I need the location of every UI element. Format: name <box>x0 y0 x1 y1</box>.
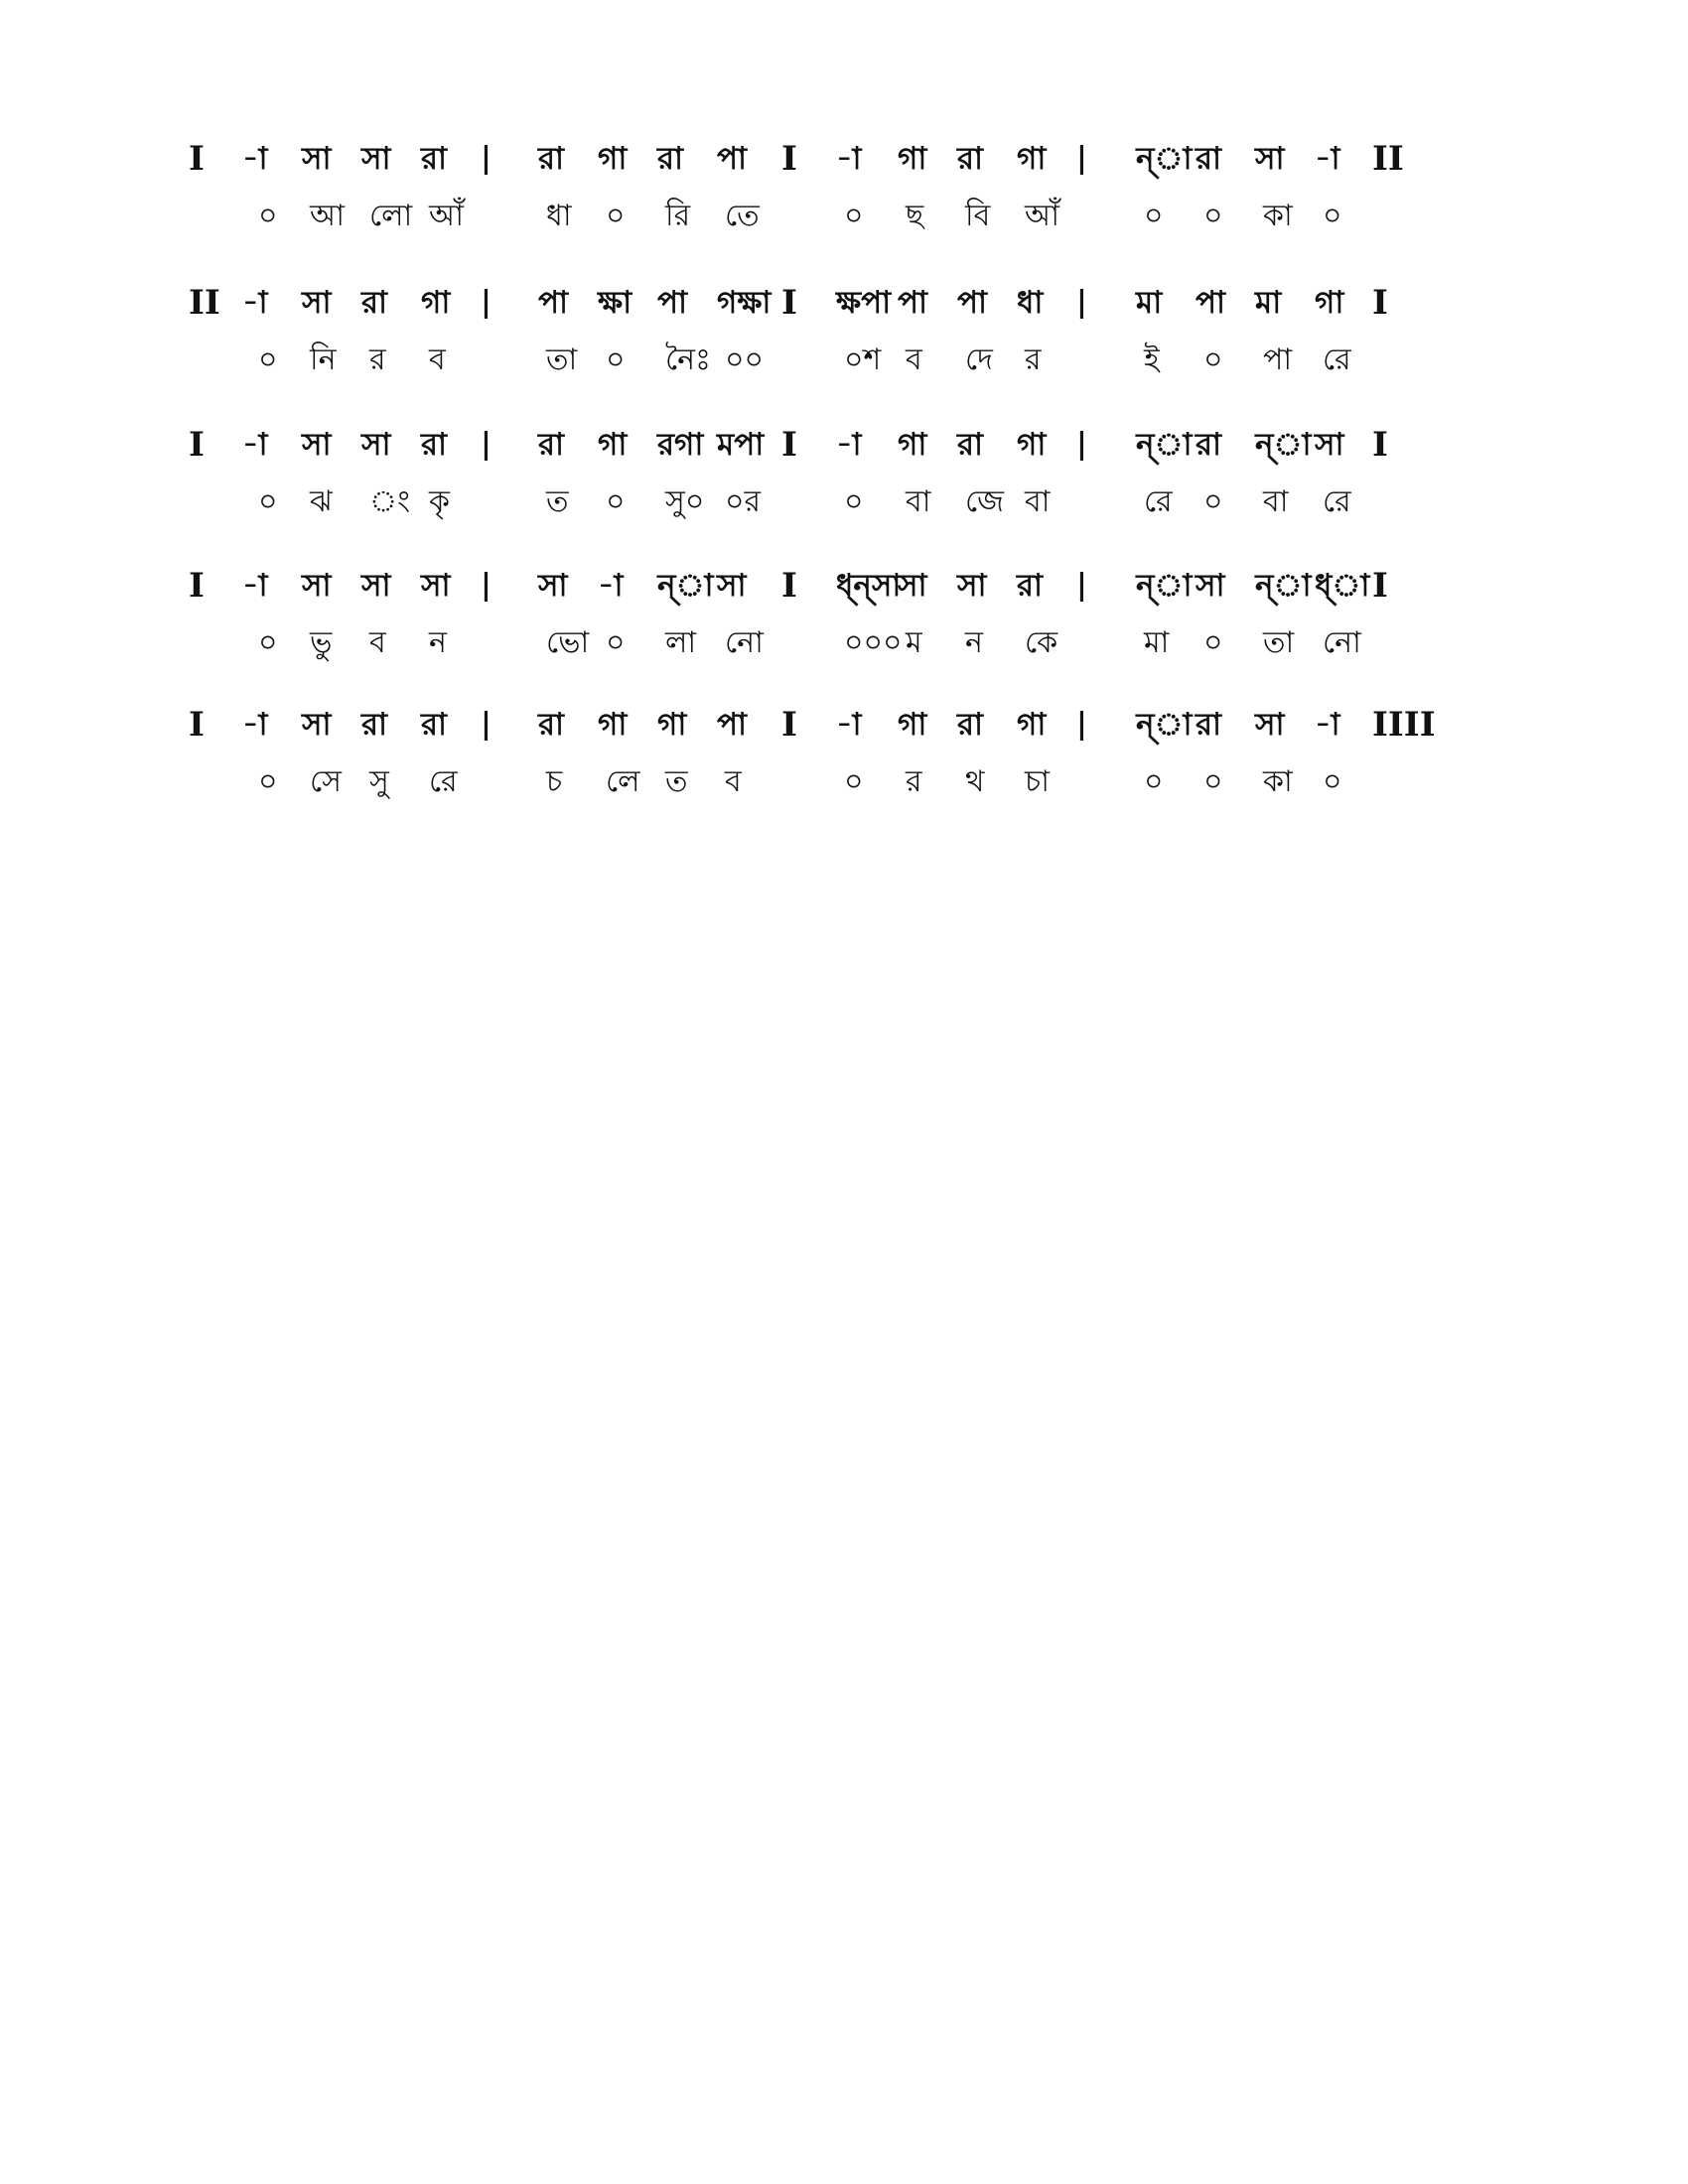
lyric-syllable: র <box>1025 342 1042 377</box>
lyric-syllable: ০র <box>725 484 762 519</box>
lyric-syllable: রে <box>1323 342 1351 377</box>
beat-divider: | <box>1076 141 1087 176</box>
swara-note: -া <box>1315 141 1340 177</box>
lyric-syllable: আঁ <box>429 199 464 233</box>
bar-line: I <box>781 139 797 179</box>
lyric-syllable: কা <box>1263 199 1293 233</box>
lyric-syllable: ০০০ <box>844 625 903 660</box>
swara-note: রা <box>361 707 388 743</box>
swara-note: ন্‌া <box>1255 427 1312 463</box>
swara-note: -া <box>836 141 862 177</box>
swara-note: গা <box>421 285 451 321</box>
swara-note: সা <box>898 568 927 604</box>
bar-line: I <box>189 425 205 465</box>
notation-system <box>189 425 1499 554</box>
bar-line: I <box>1372 566 1388 606</box>
lyric-syllable: রে <box>1323 484 1351 519</box>
lyric-syllable: নো <box>1323 625 1361 660</box>
bar-line: I <box>1372 425 1388 465</box>
swara-note: সা <box>717 568 747 604</box>
lyric-syllable: ব <box>369 625 386 660</box>
lyric-syllable: সু০ <box>665 484 705 519</box>
lyric-syllable: ০ <box>258 484 278 519</box>
swara-note: পা <box>717 141 748 177</box>
bar-line: II <box>1372 139 1404 179</box>
lyric-syllable: রে <box>429 764 458 799</box>
lyric-syllable: আঁ <box>1025 199 1059 233</box>
bar-line: I <box>189 139 205 179</box>
bar-line: I <box>781 566 797 606</box>
swara-note: রা <box>421 427 448 463</box>
lyric-syllable: কা <box>1263 764 1293 799</box>
lyric-syllable: বা <box>1263 484 1289 519</box>
swara-note: সা <box>361 568 391 604</box>
swara-note: -া <box>242 141 268 177</box>
swara-note: -া <box>242 707 268 743</box>
swara-note: সা <box>302 427 332 463</box>
swara-note: রা <box>538 707 565 743</box>
lyric-syllable: ন <box>965 625 983 660</box>
swara-note: সা <box>302 285 332 321</box>
lyric-syllable: ০ <box>606 625 626 660</box>
swara-note: গা <box>898 141 927 177</box>
bar-line: IIII <box>1372 705 1436 745</box>
bar-line: I <box>189 705 205 745</box>
swara-note: সা <box>361 427 391 463</box>
lyric-syllable: ০ <box>844 199 864 233</box>
swara-note: রা <box>538 141 565 177</box>
lyric-syllable: কে <box>1025 625 1058 660</box>
swara-note: রা <box>957 141 984 177</box>
beat-divider: | <box>1076 568 1087 603</box>
beat-divider: | <box>1076 427 1087 462</box>
lyric-syllable: ত <box>546 484 569 519</box>
swara-note: -া <box>598 568 624 604</box>
lyric-syllable: চ <box>546 764 563 799</box>
swara-note: গা <box>1017 427 1047 463</box>
lyric-syllable: ধা <box>546 199 572 233</box>
bar-line: I <box>781 705 797 745</box>
swara-note: গক্ষা <box>717 285 772 321</box>
lyric-syllable: ০ <box>258 342 278 377</box>
lyric-syllable: ০ <box>1323 764 1342 799</box>
lyric-syllable: বা <box>1025 484 1051 519</box>
swara-note: রা <box>657 141 684 177</box>
lyric-syllable: জে <box>965 484 1005 519</box>
notation-system <box>189 139 1499 268</box>
lyric-syllable: আ <box>310 199 345 233</box>
lyric-syllable: কৃ <box>429 484 450 519</box>
beat-divider: | <box>1076 285 1087 320</box>
lyric-syllable: বি <box>965 199 991 233</box>
swara-note: ন্‌া <box>1255 568 1312 604</box>
lyric-syllable: ব <box>725 764 742 799</box>
beat-divider: | <box>481 568 492 603</box>
lyric-syllable: ব <box>429 342 446 377</box>
lyric-syllable: রি <box>665 199 691 233</box>
lyric-syllable: তা <box>546 342 578 377</box>
lyric-syllable: ০ <box>1203 484 1223 519</box>
swara-note: সা <box>302 568 332 604</box>
swara-note: সা <box>1255 141 1285 177</box>
lyric-syllable: তে <box>725 199 760 233</box>
swara-note: রা <box>421 707 448 743</box>
swara-note: ধ্‌া <box>1315 568 1370 604</box>
lyric-syllable: ০ <box>1144 199 1164 233</box>
swara-note: রা <box>1017 568 1044 604</box>
swara-note: গা <box>898 427 927 463</box>
lyric-syllable: চা <box>1025 764 1050 799</box>
swara-note: গা <box>598 707 628 743</box>
swara-note: গা <box>657 707 687 743</box>
swara-note: গা <box>1017 707 1047 743</box>
lyric-syllable: ০০ <box>725 342 765 377</box>
lyric-syllable: ০ <box>606 484 626 519</box>
swara-note: ন্‌া <box>1136 568 1193 604</box>
swara-note: রা <box>1196 427 1222 463</box>
notation-system <box>189 705 1499 834</box>
swara-note: গা <box>1315 285 1344 321</box>
bar-line: I <box>1372 283 1388 323</box>
swara-note: গা <box>598 141 628 177</box>
swara-note: রা <box>421 141 448 177</box>
swara-note: গা <box>898 707 927 743</box>
swara-note: ধ্‌ন্‌সা <box>836 568 902 604</box>
swara-note: ন্‌া <box>1136 141 1193 177</box>
swara-note: সা <box>1255 707 1285 743</box>
swara-note: ধা <box>1017 285 1044 321</box>
swara-note: পা <box>957 285 988 321</box>
swara-note: মপা <box>717 427 765 463</box>
lyric-syllable: দে <box>965 342 993 377</box>
swara-note: মা <box>1136 285 1163 321</box>
swara-note: পা <box>898 285 928 321</box>
swara-note: রা <box>1196 141 1222 177</box>
lyric-syllable: ন <box>429 625 447 660</box>
lyric-syllable: লে <box>606 764 640 799</box>
lyric-syllable: ব <box>906 342 922 377</box>
beat-divider: | <box>481 707 492 742</box>
swara-note: ন্‌া <box>1136 427 1193 463</box>
lyric-syllable: ০ <box>258 625 278 660</box>
swara-note: ন্‌া <box>1136 707 1193 743</box>
lyric-syllable: ০ <box>258 764 278 799</box>
lyric-syllable: ০ <box>1203 625 1223 660</box>
lyric-syllable: ০ <box>606 342 626 377</box>
bar-line: I <box>189 566 205 606</box>
swara-note: মা <box>1255 285 1282 321</box>
lyric-syllable: সে <box>310 764 342 799</box>
bar-line: II <box>189 283 220 323</box>
lyric-syllable: থ <box>965 764 985 799</box>
lyric-syllable: নি <box>310 342 337 377</box>
swara-note: -া <box>242 427 268 463</box>
lyric-syllable: ঝ <box>310 484 333 519</box>
lyric-syllable: ই <box>1144 342 1160 377</box>
swara-note: রা <box>1196 707 1222 743</box>
lyric-syllable: নৈঃ <box>665 342 712 377</box>
lyric-syllable: লো <box>369 199 413 233</box>
swara-note: রা <box>957 427 984 463</box>
lyric-syllable: ০ <box>844 764 864 799</box>
lyric-syllable: ম <box>906 625 922 660</box>
swara-note: রা <box>957 707 984 743</box>
lyric-syllable: নো <box>725 625 764 660</box>
swara-note: সা <box>1196 568 1225 604</box>
lyric-syllable: তা <box>1263 625 1295 660</box>
lyric-syllable: ০ <box>258 199 278 233</box>
swara-note: -া <box>836 707 862 743</box>
swara-note: পা <box>538 285 569 321</box>
lyric-syllable: ০ <box>1323 199 1342 233</box>
swara-note: সা <box>302 141 332 177</box>
swara-note: সা <box>421 568 451 604</box>
lyric-syllable: ত <box>665 764 688 799</box>
lyric-syllable: ং <box>369 484 411 519</box>
lyric-syllable: মা <box>1144 625 1170 660</box>
notation-system <box>189 566 1499 695</box>
lyric-syllable: ভো <box>546 625 590 660</box>
swara-note: গা <box>1017 141 1047 177</box>
lyric-syllable: বা <box>906 484 931 519</box>
lyric-syllable: ০ <box>1203 199 1223 233</box>
lyric-syllable: ০শ <box>844 342 882 377</box>
beat-divider: | <box>1076 707 1087 742</box>
lyric-syllable: সু <box>369 764 389 799</box>
swara-note: -া <box>242 568 268 604</box>
swara-note: -া <box>1315 707 1340 743</box>
lyric-syllable: পা <box>1263 342 1293 377</box>
swara-note: গা <box>598 427 628 463</box>
lyric-syllable: ০ <box>1203 342 1223 377</box>
swara-note: রা <box>538 427 565 463</box>
swara-note: রা <box>361 285 388 321</box>
swara-note: -া <box>836 427 862 463</box>
swara-note: সা <box>538 568 568 604</box>
swara-note: সা <box>957 568 987 604</box>
swara-note: ন্‌া <box>657 568 714 604</box>
beat-divider: | <box>481 141 492 176</box>
lyric-syllable: ০ <box>1144 764 1164 799</box>
swara-note: পা <box>657 285 688 321</box>
swara-note: সা <box>1315 427 1344 463</box>
swara-note: -া <box>242 285 268 321</box>
swara-note: পা <box>1196 285 1226 321</box>
swara-note: সা <box>361 141 391 177</box>
bar-line: I <box>781 283 797 323</box>
lyric-syllable: র <box>906 764 922 799</box>
lyric-syllable: ০ <box>844 484 864 519</box>
swara-note: পা <box>717 707 748 743</box>
beat-divider: | <box>481 427 492 462</box>
lyric-syllable: রে <box>1144 484 1173 519</box>
lyric-syllable: ভু <box>310 625 333 660</box>
lyric-syllable: ০ <box>1203 764 1223 799</box>
lyric-syllable: র <box>369 342 386 377</box>
lyric-syllable: লা <box>665 625 697 660</box>
beat-divider: | <box>481 285 492 320</box>
swara-note: ক্ষপা <box>836 285 892 321</box>
lyric-syllable: ০ <box>606 199 626 233</box>
swara-note: সা <box>302 707 332 743</box>
lyric-syllable: ছ <box>906 199 924 233</box>
bar-line: I <box>781 425 797 465</box>
swara-note: ক্ষা <box>598 285 633 321</box>
swara-note: রগা <box>657 427 704 463</box>
notation-system <box>189 283 1499 412</box>
